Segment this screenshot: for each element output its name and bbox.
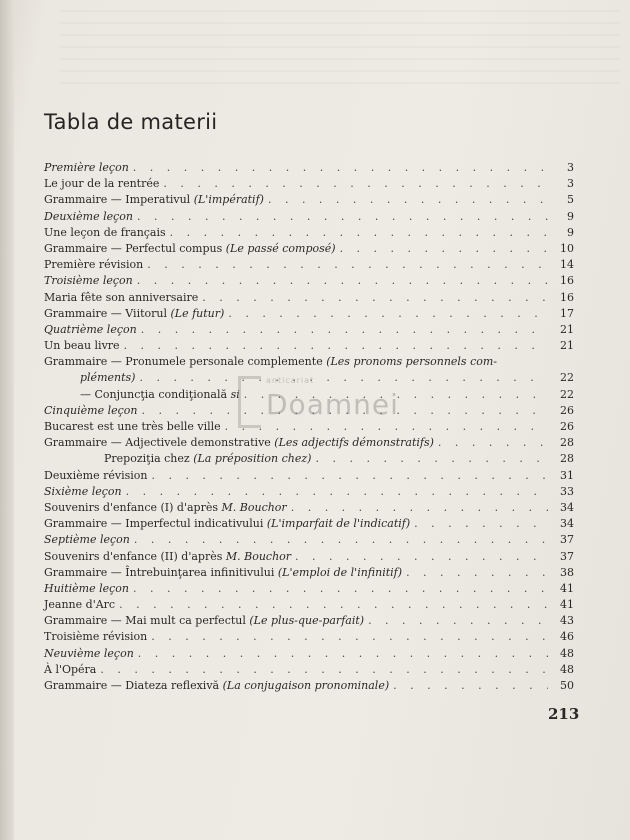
toc-entry-text: Jeanne d'Arc <box>44 598 116 612</box>
toc-entry-text: Troisième leçon <box>44 274 133 288</box>
toc-entry-text: Deuxième révision <box>44 468 148 482</box>
toc-entry-text: Grammaire — Perfectul compus <box>44 241 226 255</box>
dot-leader <box>202 290 548 306</box>
toc-entry-label <box>44 273 133 289</box>
dot-leader <box>151 629 548 645</box>
toc-entry-label <box>44 257 143 273</box>
toc-entry-page: 28 <box>560 452 574 466</box>
page-number: 213 <box>548 705 580 723</box>
toc-entry-text: Grammaire — Mai mult ca perfectul <box>44 614 250 628</box>
toc-entry-page: 43 <box>560 614 574 628</box>
table-of-contents <box>44 160 574 694</box>
dot-leader <box>133 581 548 597</box>
toc-entry-page: 26 <box>560 420 574 433</box>
toc-entry-label <box>44 419 221 435</box>
toc-entry-text: Prepoziţia chez <box>104 452 194 466</box>
toc-entry <box>44 662 574 678</box>
toc-entry-french-title: (La préposition chez) <box>193 452 312 466</box>
toc-entry-text: Grammaire — Adjectivele demonstrative <box>44 436 275 450</box>
dot-leader <box>138 646 548 662</box>
toc-entry-label <box>44 306 224 322</box>
toc-entry-page: 50 <box>560 679 574 692</box>
toc-entry <box>44 354 574 370</box>
toc-entry <box>44 581 574 597</box>
toc-entry-french-title: (Le futur) <box>170 306 225 320</box>
toc-entry-french-title: M. Bouchor <box>221 500 287 514</box>
toc-entry-french-title: (L'emploi de l'infinitif) <box>277 565 403 579</box>
toc-entry-text: Grammaire — Întrebuinţarea infinitivului <box>44 565 278 579</box>
toc-entry-text: Souvenirs d'enfance (II) d'après <box>44 549 226 563</box>
toc-entry-text: Sixième leçon <box>44 484 122 498</box>
dot-leader <box>414 516 548 532</box>
toc-entry-label <box>44 662 96 678</box>
toc-entry-page: 38 <box>560 565 574 579</box>
dot-leader <box>438 435 548 451</box>
dot-leader <box>137 273 548 289</box>
toc-entry-label <box>44 581 129 597</box>
toc-entry <box>44 565 574 581</box>
toc-entry <box>44 500 574 516</box>
dot-leader <box>119 597 548 613</box>
toc-entry-french-title: (Le passé composé) <box>225 241 336 255</box>
toc-entry-page: 21 <box>560 322 574 336</box>
toc-entry <box>44 629 574 645</box>
toc-entry-page: 16 <box>560 290 574 304</box>
toc-entry-page: 33 <box>560 484 574 498</box>
toc-entry-french-title: si <box>230 387 240 401</box>
watermark-frame <box>238 376 261 428</box>
toc-entry-page: 34 <box>560 500 574 514</box>
dot-leader <box>315 451 548 467</box>
toc-entry <box>44 306 574 322</box>
toc-entry-label <box>44 241 336 257</box>
toc-entry <box>44 646 574 662</box>
toc-entry-page: 48 <box>560 662 574 676</box>
watermark-logo <box>238 376 428 426</box>
dot-leader <box>141 322 548 338</box>
toc-entry-text: Huitième leçon <box>44 581 129 595</box>
toc-entry <box>44 597 574 613</box>
dot-leader <box>295 549 548 565</box>
toc-entry-label <box>44 354 497 370</box>
dot-leader <box>291 500 548 516</box>
toc-entry <box>44 451 574 467</box>
toc-entry-text: Première leçon <box>44 161 129 174</box>
toc-entry-label <box>44 565 402 581</box>
toc-entry-page: 26 <box>560 403 574 417</box>
toc-entry-text: Le jour de la rentrée <box>44 177 160 191</box>
toc-entry-label <box>44 451 311 467</box>
toc-entry-page: 14 <box>560 258 574 272</box>
dot-leader <box>133 160 548 176</box>
toc-entry <box>44 322 574 338</box>
toc-entry-page: 9 <box>567 209 574 223</box>
toc-entry-text: — Conjuncţia condiţională <box>80 387 231 401</box>
toc-entry-page: 3 <box>567 161 574 174</box>
toc-entry <box>44 160 574 176</box>
toc-entry-text: Grammaire — Pronumele personale complemente <box>44 355 327 369</box>
toc-entry-text: Première révision <box>44 258 144 272</box>
toc-entry-french-title: (Les pronoms personnels com- <box>326 355 497 369</box>
toc-entry-label <box>44 338 120 354</box>
toc-entry-page: 46 <box>560 630 574 644</box>
toc-entry <box>44 516 574 532</box>
toc-entry-label <box>44 322 137 338</box>
toc-entry <box>44 176 574 192</box>
toc-entry-page: 37 <box>560 533 574 547</box>
toc-entry-page: 16 <box>560 274 574 288</box>
toc-entry <box>44 209 574 225</box>
toc-entry-page: 22 <box>560 371 574 385</box>
toc-entry-text: Grammaire — Imperfectul indicativului <box>44 517 267 531</box>
toc-entry <box>44 273 574 289</box>
toc-entry-page: 41 <box>560 581 574 595</box>
toc-entry-french-title: (La conjugaison pronominale) <box>222 679 390 692</box>
toc-entry-label <box>44 192 264 208</box>
dot-leader <box>151 468 548 484</box>
toc-entry <box>44 225 574 241</box>
toc-entry-text: Grammaire — Imperativul <box>44 193 194 207</box>
toc-entry <box>44 435 574 451</box>
toc-entry <box>44 290 574 306</box>
toc-entry-text: Grammaire — Viitorul <box>44 306 171 320</box>
toc-entry-text: Cinquième leçon <box>44 403 138 417</box>
toc-entry-label <box>44 468 147 484</box>
book-spine-shadow <box>0 0 14 840</box>
toc-entry-french-title: (Les adjectifs démonstratifs) <box>274 436 434 450</box>
toc-entry-text: Neuvième leçon <box>44 646 134 660</box>
toc-entry-text: Grammaire — Diateza reflexivă <box>44 679 223 692</box>
toc-entry-label <box>44 290 198 306</box>
dot-leader <box>147 257 548 273</box>
toc-entry-label <box>44 629 147 645</box>
show-through-text <box>60 0 620 90</box>
toc-entry <box>44 192 574 208</box>
toc-entry-text: Un beau livre <box>44 339 120 353</box>
toc-entry-label <box>44 532 130 548</box>
dot-leader <box>100 662 548 678</box>
toc-entry-text: Troisième révision <box>44 630 148 644</box>
toc-entry-text: Deuxième leçon <box>44 209 133 223</box>
toc-entry-page: 28 <box>560 436 574 450</box>
toc-entry-french-title: (Le plus-que-parfait) <box>249 614 365 628</box>
toc-entry-page: 22 <box>560 387 574 401</box>
dot-leader <box>406 565 548 581</box>
toc-entry <box>44 549 574 565</box>
toc-entry <box>44 678 574 694</box>
toc-entry-text: Septième leçon <box>44 533 130 547</box>
watermark-small-text: anticariat <box>266 376 315 385</box>
toc-entry-text: Une leçon de français <box>44 225 166 239</box>
toc-entry <box>44 484 574 500</box>
toc-entry-page: 37 <box>560 549 574 563</box>
dot-leader <box>134 532 548 548</box>
toc-entry-page: 41 <box>560 598 574 612</box>
toc-entry-label <box>44 209 133 225</box>
dot-leader <box>124 338 548 354</box>
toc-entry-text: Bucarest est une très belle ville <box>44 420 221 433</box>
dot-leader <box>137 209 548 225</box>
dot-leader <box>393 678 548 694</box>
toc-entry-page: 48 <box>560 646 574 660</box>
toc-entry-label <box>44 484 122 500</box>
dot-leader <box>368 613 548 629</box>
toc-entry-french-title: pléments) <box>80 371 136 385</box>
toc-entry-page: 21 <box>560 339 574 353</box>
toc-entry-page: 9 <box>567 225 574 239</box>
dot-leader <box>163 176 548 192</box>
dot-leader <box>170 225 548 241</box>
toc-entry <box>44 532 574 548</box>
toc-entry <box>44 613 574 629</box>
toc-entry <box>44 241 574 257</box>
toc-entry-page: 10 <box>560 241 574 255</box>
toc-entry-label <box>44 160 129 176</box>
toc-entry-french-title: (L'impératif) <box>193 193 264 207</box>
toc-entry-page: 17 <box>560 306 574 320</box>
toc-entry-french-title: (L'imparfait de l'indicatif) <box>266 517 411 531</box>
toc-entry-text: Quatrième leçon <box>44 322 137 336</box>
toc-entry-label <box>44 646 134 662</box>
dot-leader <box>126 484 548 500</box>
toc-entry-label <box>44 176 159 192</box>
toc-entry-label <box>44 387 240 403</box>
toc-entry-label <box>44 549 291 565</box>
toc-entry-page: 5 <box>567 193 574 207</box>
toc-entry-page: 34 <box>560 517 574 531</box>
toc-entry-label <box>44 225 166 241</box>
page-title: Tabla de materii <box>44 110 218 134</box>
toc-entry-label <box>44 516 410 532</box>
toc-entry-french-title: M. Bouchor <box>225 549 292 563</box>
toc-entry <box>44 338 574 354</box>
toc-entry-text: Souvenirs d'enfance (I) d'après <box>44 500 222 514</box>
toc-entry-label <box>44 613 364 629</box>
toc-entry-label <box>44 435 434 451</box>
toc-entry-page: 31 <box>560 468 574 482</box>
toc-entry <box>44 468 574 484</box>
dot-leader <box>228 306 548 322</box>
toc-entry-label <box>44 370 135 386</box>
toc-entry-label <box>44 678 389 694</box>
toc-entry-text: Maria fête son anniversaire <box>44 290 199 304</box>
toc-entry-label <box>44 403 138 419</box>
toc-entry-text: À l'Opéra <box>44 662 97 676</box>
dot-leader <box>340 241 548 257</box>
dot-leader <box>268 192 548 208</box>
watermark-big-text: Doamnei <box>266 388 399 421</box>
toc-entry-label <box>44 597 115 613</box>
toc-entry <box>44 257 574 273</box>
toc-entry-page: 3 <box>567 177 574 191</box>
toc-entry-label <box>44 500 287 516</box>
